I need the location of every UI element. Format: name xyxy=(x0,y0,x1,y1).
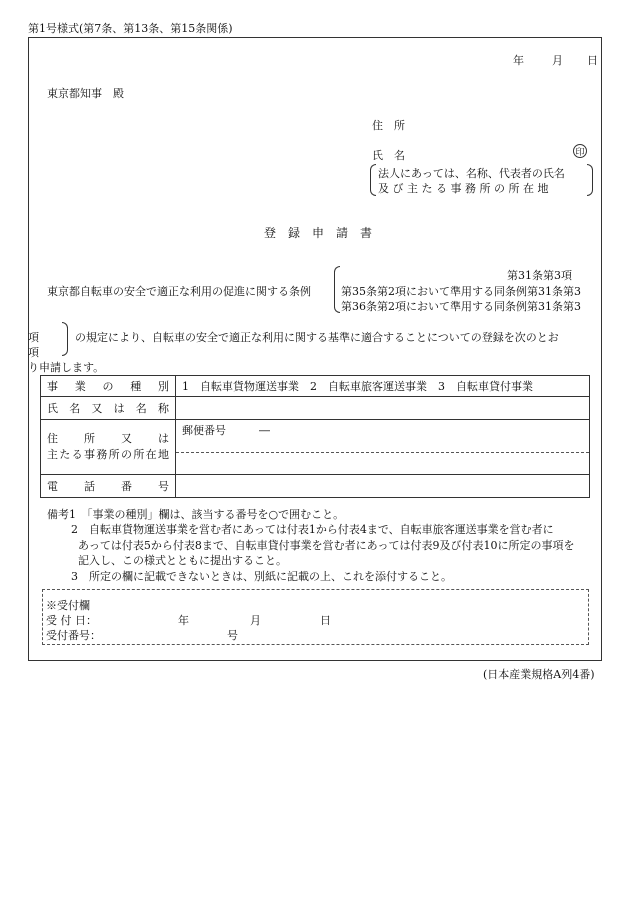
remark-2-line1: 2 自転車貨物運送事業を営む者にあっては付表1から付表4まで、自転車旅客運送事業を営む者に xyxy=(71,523,554,536)
seal-mark: 印 xyxy=(573,144,587,158)
reception-date-label: 受 付 日： xyxy=(46,614,97,627)
corporate-note-bracket-left xyxy=(370,164,376,196)
reception-box xyxy=(42,589,589,645)
reception-number-label: 受付番号： xyxy=(46,629,101,642)
business-type-value[interactable]: 1 自転車貨物運送事業 2 自転車旅客運送事業 3 自転車貸付事業 xyxy=(176,376,590,397)
reception-year: 年 xyxy=(178,614,189,627)
phone-field[interactable] xyxy=(176,475,590,498)
ordinance-option-bracket xyxy=(334,266,340,313)
kou-option-bracket xyxy=(62,322,68,356)
application-closing: り申請します。 xyxy=(28,361,105,374)
corporate-note-line2: 及 び 主 た る 事 務 所 の 所 在 地 xyxy=(378,182,549,195)
ordinance-name: 東京都自転車の安全で適正な利用の促進に関する条例 xyxy=(47,285,311,298)
name-field-label: 氏 名 又 は 名 称 xyxy=(41,397,176,420)
remark-3: 3 所定の欄に記載できないときは、別紙に記載の上、これを添付すること。 xyxy=(71,570,452,583)
phone-field-label: 電 話 番 号 xyxy=(41,475,176,498)
name-label: 氏 名 xyxy=(372,149,405,162)
date-day: 日 xyxy=(587,54,598,67)
application-table xyxy=(40,375,590,498)
address-label: 住 所 xyxy=(372,119,405,132)
ordinance-option-1: 第31条第3項 xyxy=(507,269,572,282)
kou-option-2: 項 xyxy=(28,346,39,359)
date-year: 年 xyxy=(513,54,524,67)
corporate-note-line1: 法人にあっては、名称、代表者の氏名 xyxy=(378,167,565,180)
remark-2-line2: あっては付表5から付表8まで、自転車貸付事業を営む者にあっては付表9及び付表10に所定の事項を xyxy=(78,539,575,552)
address-field-label-line2: 主たる事務所の所在地 xyxy=(47,448,169,461)
business-type-label: 事 業 の 種 別 xyxy=(41,376,176,397)
remark-1: 備考1 「事業の種別」欄は、該当する番号を○で囲むこと。 xyxy=(47,508,345,521)
remark-2-line3: 記入し、この様式とともに提出すること。 xyxy=(78,554,287,567)
reception-month: 月 xyxy=(250,614,261,627)
kou-option-1: 項 xyxy=(28,331,39,344)
reception-day: 日 xyxy=(320,614,331,627)
ordinance-option-3: 第36条第2項において準用する同条例第31条第3 xyxy=(341,300,581,313)
name-field[interactable] xyxy=(176,397,590,420)
addressee: 東京都知事 殿 xyxy=(47,87,124,100)
document-title: 登 録 申 請 書 xyxy=(264,226,373,240)
address-divider xyxy=(176,452,589,453)
paper-size-note: (日本産業規格A列4番) xyxy=(483,668,595,681)
form-id: 第1号様式(第7条、第13条、第15条関係) xyxy=(28,22,233,35)
address-field[interactable] xyxy=(176,420,590,475)
ordinance-option-2: 第35条第2項において準用する同条例第31条第3 xyxy=(341,285,581,298)
address-field-label xyxy=(41,420,176,475)
reception-title: ※受付欄 xyxy=(46,599,90,612)
address-field-label-line1: 住 所 又 は xyxy=(47,432,169,445)
postal-code-label: 郵便番号 ― xyxy=(182,424,270,437)
date-month: 月 xyxy=(552,54,563,67)
reception-number-suffix: 号 xyxy=(227,629,238,642)
application-text: の規定により、自転車の安全で適正な利用に関する基準に適合することについての登録を次のとお xyxy=(75,331,559,344)
corporate-note-bracket-right xyxy=(587,164,593,196)
